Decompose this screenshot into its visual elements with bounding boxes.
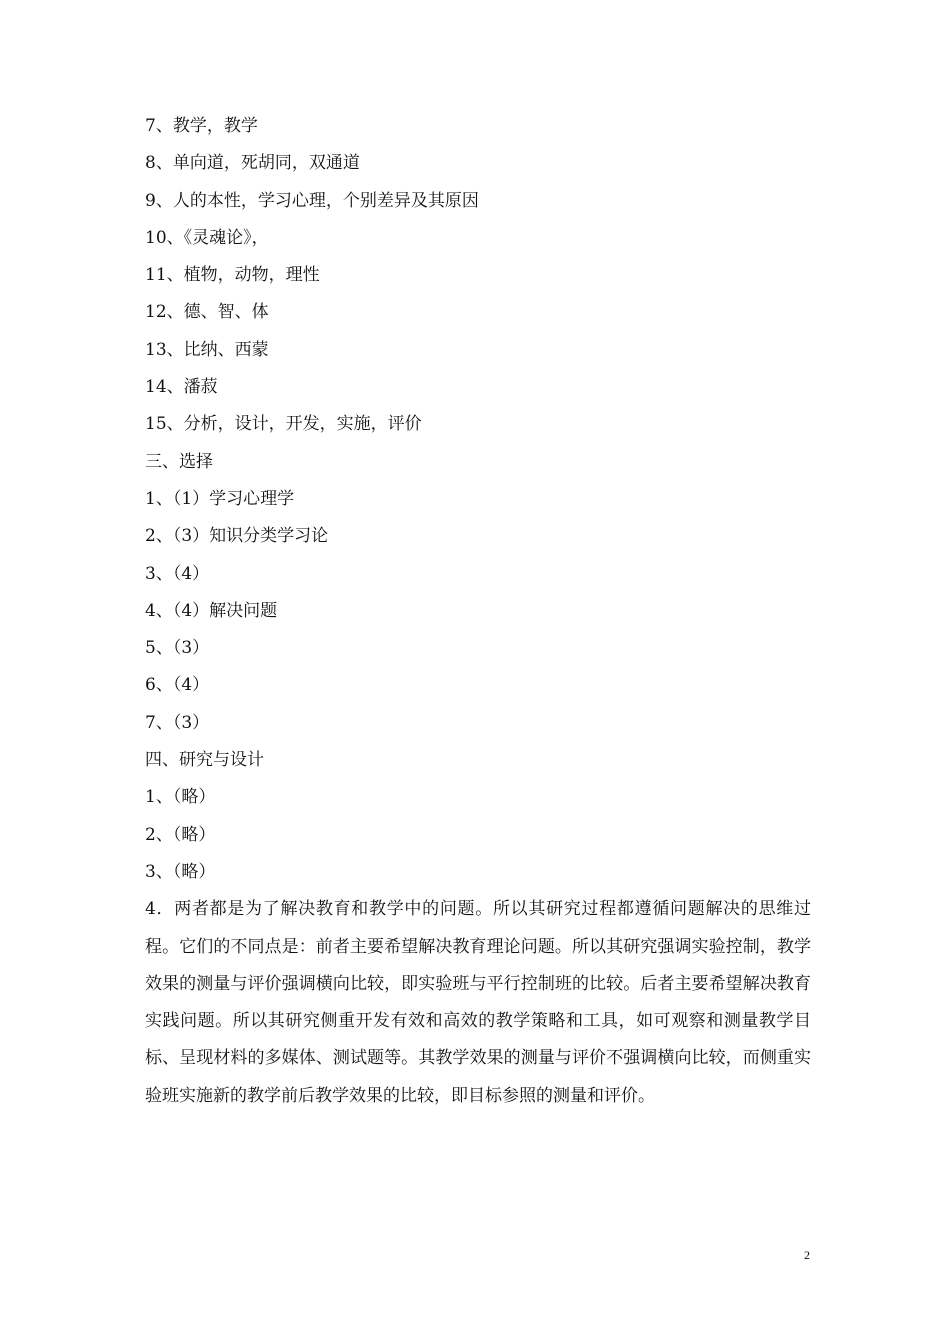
- answer-line-fill-13: 13、比纳、西蒙: [145, 339, 269, 360]
- answer-line-fill-14: 14、潘菽: [145, 377, 218, 398]
- answer-line-choice-1: 1、（1）学习心理学: [145, 488, 295, 509]
- answer-paragraph-design-4: 4．两者都是为了解决教育和教学中的问题。所以其研究过程都遵循问题解决的思维过程。它们的不同点是：前者主要希望解决教育理论问题。所以其研究强调实验控制，教学效果的测量与评价强调横向比较，即实验班与平行控制班的比较。后者主要希望解决教育实践问题。所以其研究侧重开发有效和高效的教学策略和工具，如可观察和测量教学目标、呈现材料的多媒体、测试题等。其教学效果的测量与评价不强调横向比较，而侧重实验班实施新的教学前后教学效果的比较，即目标参照的测量和评价。: [145, 899, 811, 1106]
- answer-line-design-3: 3、（略）: [145, 861, 216, 882]
- answer-line-design-1: 1、（略）: [145, 787, 216, 808]
- page-number: 2: [804, 1248, 810, 1262]
- answer-line-fill-9: 9、人的本性，学习心理，个别差异及其原因: [145, 190, 479, 211]
- answer-line-choice-7: 7、（3）: [145, 712, 210, 733]
- answer-line-fill-10: 10、《灵魂论》，: [145, 227, 269, 248]
- answer-line-choice-3: 3、（4）: [145, 563, 210, 584]
- answer-line-choice-6: 6、（4）: [145, 675, 210, 696]
- answer-line-fill-7: 7、教学，教学: [145, 116, 258, 136]
- answer-line-choice-5: 5、（3）: [145, 638, 210, 659]
- answer-line-fill-8: 8、单向道，死胡同，双通道: [145, 153, 360, 174]
- answer-line-design-2: 2、（略）: [145, 824, 216, 845]
- answer-line-choice-2: 2、（3）知识分类学习论: [145, 526, 329, 547]
- answer-line-choice-4: 4、（4）解决问题: [145, 600, 278, 621]
- answer-line-fill-15: 15、分析，设计，开发，实施，评价: [145, 414, 422, 435]
- section-heading-research-design: 四、研究与设计: [145, 750, 264, 771]
- answer-content: [145, 108, 811, 1115]
- answer-line-fill-11: 11、植物，动物，理性: [145, 265, 320, 286]
- section-heading-choice: 三、选择: [145, 451, 213, 472]
- answer-line-fill-12: 12、德、智、体: [145, 302, 269, 323]
